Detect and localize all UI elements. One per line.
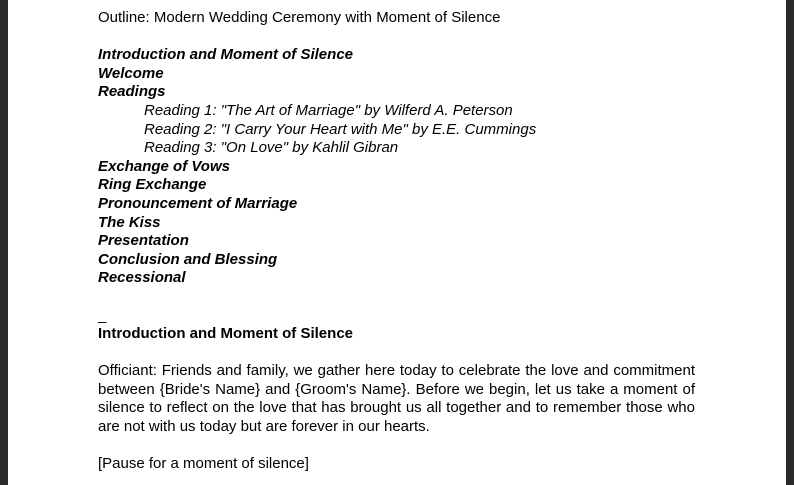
outline-item-vows: Exchange of Vows: [98, 157, 230, 175]
outline-item-ring-exchange: Ring Exchange: [98, 176, 207, 194]
outline-item-recessional: Recessional: [98, 269, 186, 287]
officiant-paragraph: Officiant: Friends and family, we gather here today to celebrate the love and commitment between {Bride's Name} and {Groom's Name}. Before we begin, let us take a moment of silence to reflect on the love that has brought us all together and to remember those who are not with us today but are forever in our hearts.: [98, 362, 695, 436]
pause-note: [Pause for a moment of silence]: [98, 455, 309, 473]
blank-line: [98, 344, 695, 363]
document-page: [8, 0, 786, 485]
outline-item-kiss: The Kiss: [98, 213, 161, 231]
outline-item-conclusion: Conclusion and Blessing: [98, 250, 278, 268]
document-title: Outline: Modern Wedding Ceremony with Moment of Silence: [98, 9, 501, 26]
outline-item-readings: Readings: [98, 83, 166, 101]
reading-item-2: Reading 2: "I Carry Your Heart with Me" by E.E. Cummings: [144, 120, 537, 138]
blank-line: [98, 288, 695, 307]
outline-item-introduction: Introduction and Moment of Silence: [98, 46, 353, 64]
outline-item-presentation: Presentation: [98, 232, 189, 250]
section-separator: _: [98, 306, 107, 324]
blank-line: [98, 28, 695, 47]
reading-item-1: Reading 1: "The Art of Marriage" by Wilferd A. Peterson: [144, 101, 513, 119]
document-content: [98, 9, 695, 474]
section-heading: Introduction and Moment of Silence: [98, 325, 353, 343]
outline-item-pronouncement: Pronouncement of Marriage: [98, 194, 298, 212]
outline-item-welcome: Welcome: [98, 64, 164, 82]
blank-line: [98, 437, 695, 456]
reading-item-3: Reading 3: "On Love" by Kahlil Gibran: [144, 139, 399, 157]
